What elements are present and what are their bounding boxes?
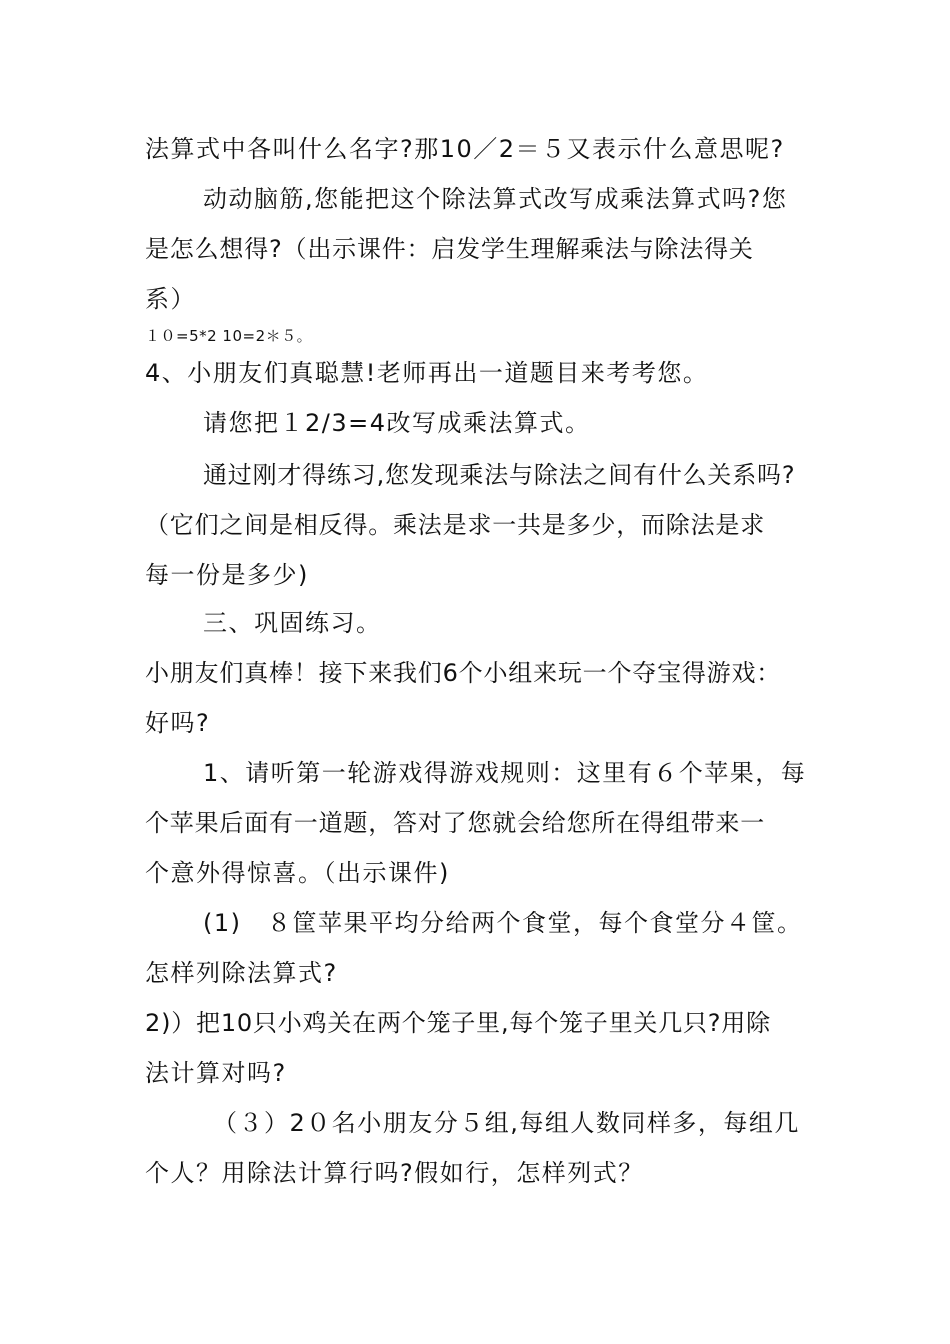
text-line: （它们之间是相反得。乘法是求一共是多少，而除法是求: [145, 511, 765, 539]
text-line: １０=5*2 10=2＊５。: [145, 327, 313, 345]
text-line: 动动脑筋,您能把这个除法算式改写成乘法算式吗?您: [203, 185, 788, 213]
text-line: 个意外得惊喜。（出示课件): [145, 859, 450, 887]
text-line: 是怎么想得?（出示课件：启发学生理解乘法与除法得关: [145, 235, 754, 263]
text-line: 怎样列除法算式?: [145, 959, 338, 987]
text-line: (1) ８筐苹果平均分给两个食堂，每个食堂分４筐。: [203, 909, 803, 937]
text-line: 每一份是多少): [145, 561, 309, 589]
text-line: 请您把１2/3=4改写成乘法算式。: [203, 409, 591, 437]
text-line: 系）: [145, 285, 196, 313]
text-line: 法算式中各叫什么名字?那10／2＝５又表示什么意思呢?: [145, 135, 785, 163]
text-line: 4、小朋友们真聪慧!老师再出一道题目来考考您。: [145, 359, 709, 387]
text-line: （３）2０名小朋友分５组,每组人数同样多，每组几: [213, 1109, 800, 1137]
text-line: 好吗?: [145, 709, 211, 737]
text-line: 小朋友们真棒！接下来我们6个小组来玩一个夺宝得游戏：: [145, 659, 782, 687]
text-line: 1、请听第一轮游戏得游戏规则：这里有６个苹果，每: [203, 759, 807, 787]
text-line: 个人？用除法计算行吗?假如行，怎样列式？: [145, 1159, 644, 1187]
text-line: 法计算对吗?: [145, 1059, 287, 1087]
text-line: 个苹果后面有一道题，答对了您就会给您所在得组带来一: [145, 809, 765, 837]
text-line: 通过刚才得练习,您发现乘法与除法之间有什么关系吗?: [203, 461, 796, 489]
text-line: 2)）把10只小鸡关在两个笼子里,每个笼子里关几只?用除: [145, 1009, 771, 1037]
text-line: 三、巩固练习。: [203, 609, 382, 637]
